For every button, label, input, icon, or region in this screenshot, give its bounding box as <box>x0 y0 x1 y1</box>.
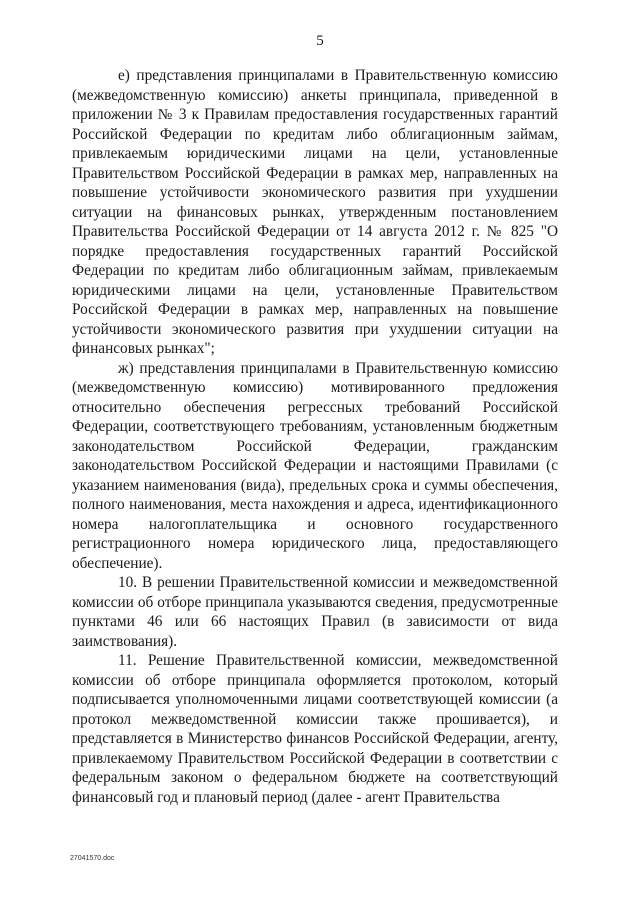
document-body <box>72 66 558 807</box>
document-footer: 27041570.doc <box>70 855 115 862</box>
paragraph-e: е) представления принципалами в Правительственную комиссию (межведомственную комиссию) анкеты принципала, приведенной в приложении № 3 к Правилам предоставления государственных гарантий Российской Федерации по кредитам либо облигационным займам, привлекаемым юридическими лицами на цели, установленные Правительством Российской Федерации в рамках мер, направленных на повышение устойчивости экономического развития при ухудшении ситуации на финансовых рынках, утвержденным постановлением Правительства Российской Федерации от 14 августа 2012 г. № 825 "О порядке предоставления государственных гарантий Российской Федерации по кредитам либо облигационным займам, привлекаемым юридическими лицами на цели, установленные Правительством Российской Федерации в рамках мер, направленных на повышение устойчивости экономического развития при ухудшении ситуации на финансовых рынках"; <box>72 67 558 357</box>
paragraph-zh: ж) представления принципалами в Правительственную комиссию (межведомственную комиссию) мотивированного предложения относительно обеспечения регрессных требований Российской Федерации, соответствующего требованиям, установленным бюджетным законодательством Российской Федерации, гражданским законодательством Российской Федерации и настоящими Правилами (с указанием наименования (вида), предельных срока и суммы обеспечения, полного наименования, места нахождения и адреса, идентификационного номера налогоплательщика и основного государственного регистрационного номера юридического лица, предоставляющего обеспечение). <box>72 359 558 572</box>
page-number: 5 <box>316 33 324 49</box>
paragraph-11: 11. Решение Правительственной комиссии, межведомственной комиссии об отборе принципала оформляется протоколом, который подписывается уполномоченными лицами соответствующей комиссии (а протокол межведомственной комиссии также прошивается), и представляется в Министерство финансов Российской Федерации, агенту, привлекаемому Правительством Российской Федерации в соответствии с федеральным законом о федеральном бюджете на соответствующий финансовый год и плановый период (далее - агент Правительства <box>72 652 558 806</box>
paragraph-10: 10. В решении Правительственной комиссии и межведомственной комиссии об отборе принципала указываются сведения, предусмотренные пунктами 46 или 66 настоящих Правил (в зависимости от вида заимствования). <box>72 574 558 650</box>
